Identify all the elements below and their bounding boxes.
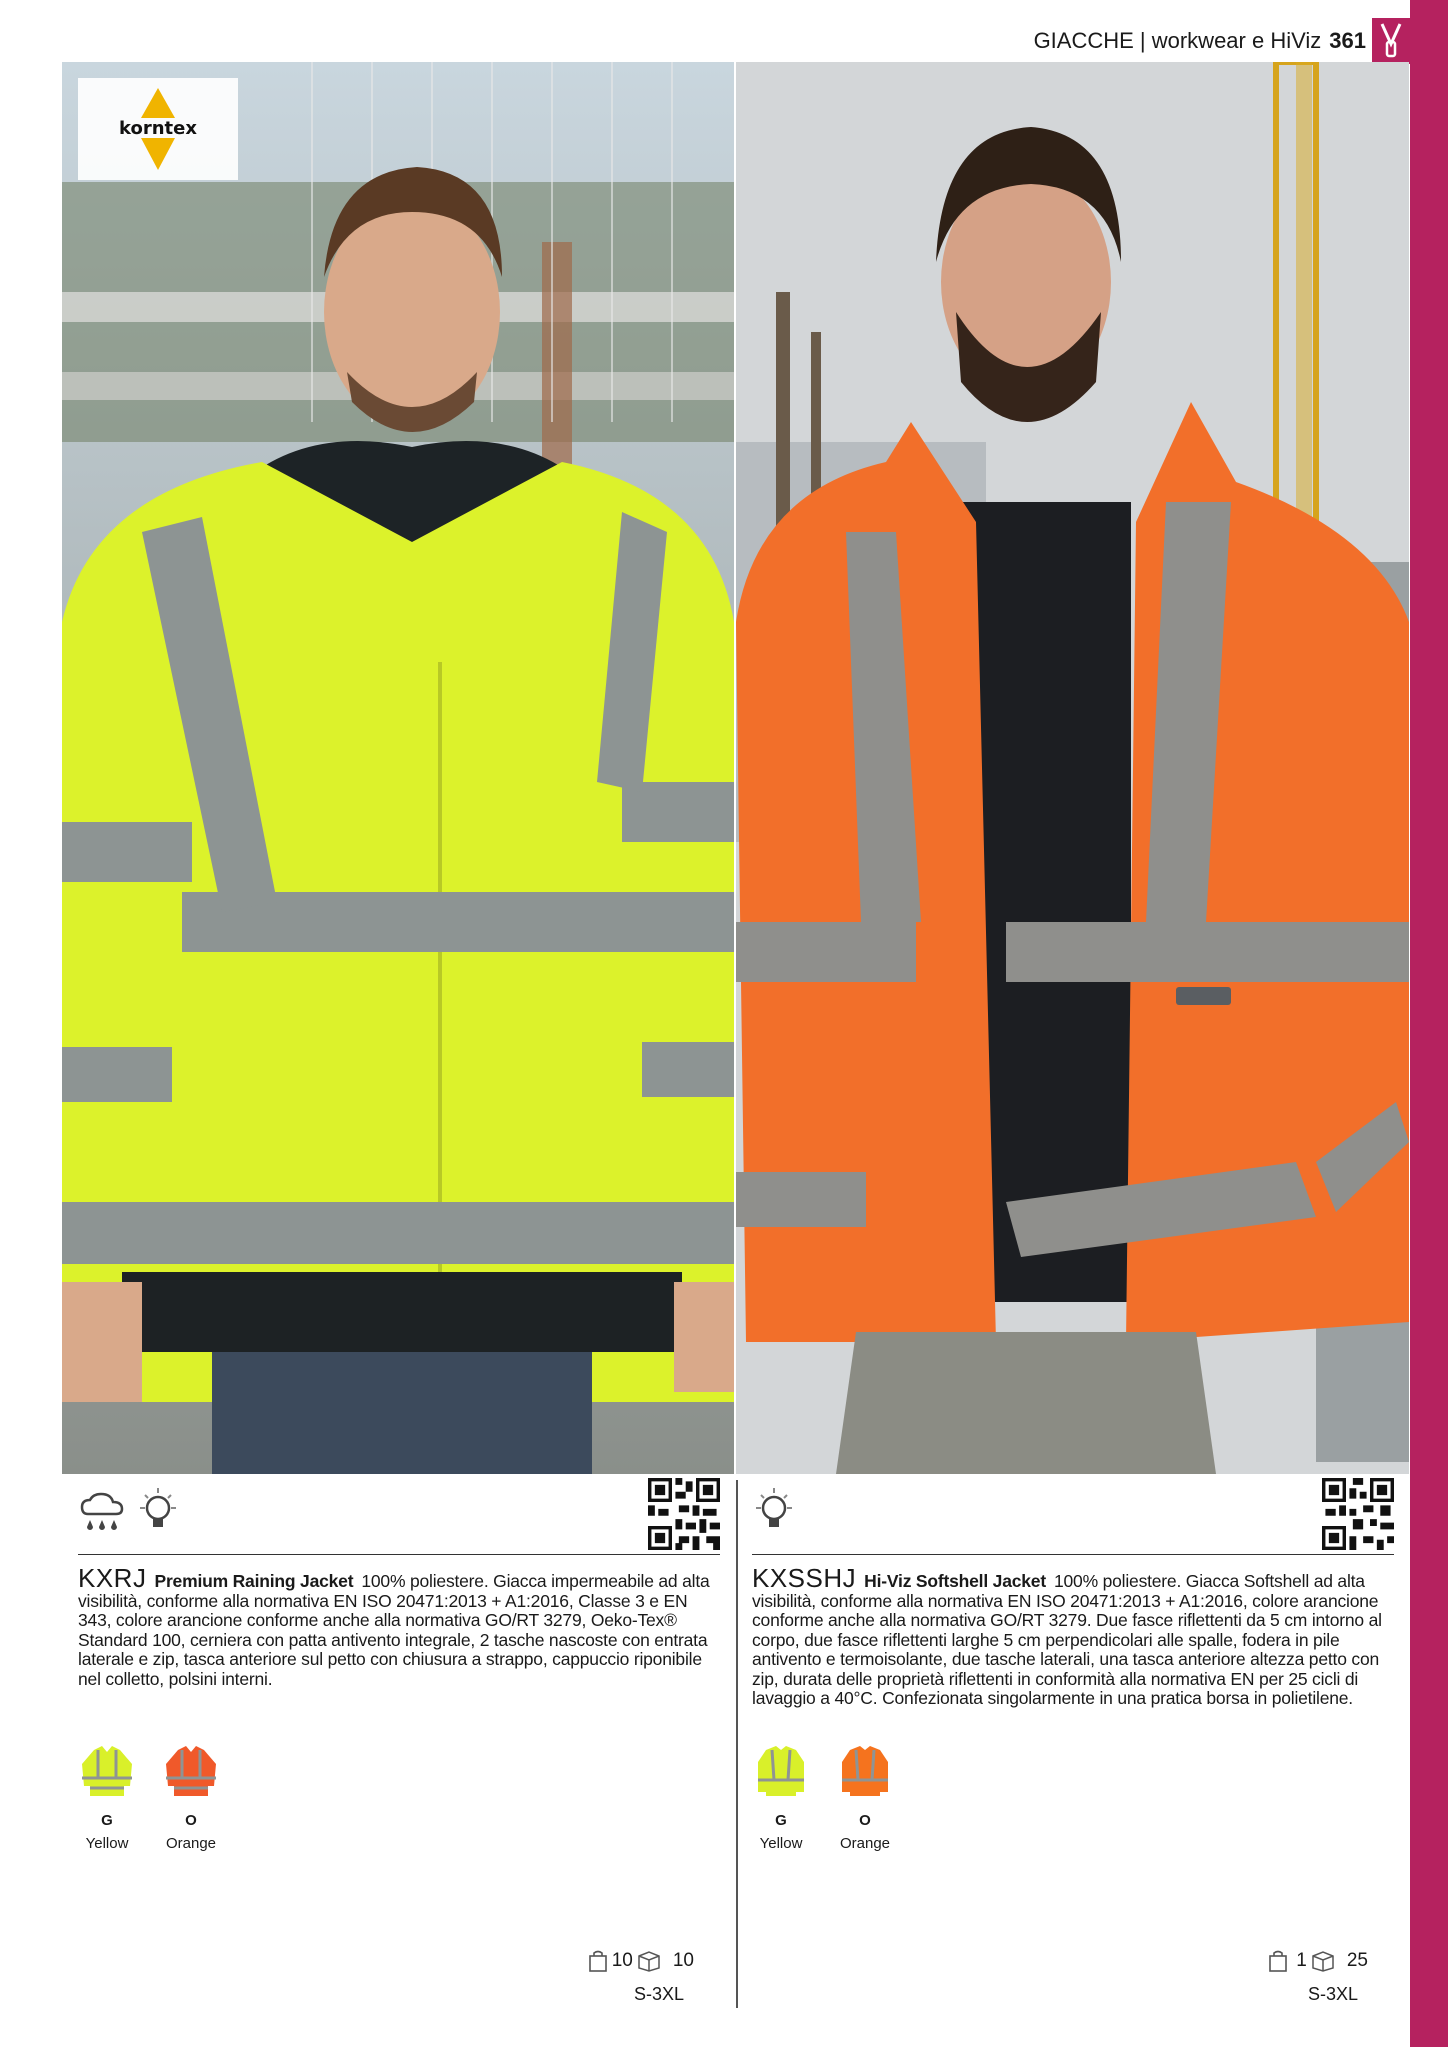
svg-text:korntex: korntex: [119, 118, 197, 139]
product-name: Premium Raining Jacket: [154, 1571, 354, 1591]
color-name: Orange: [165, 1835, 217, 1852]
carton-icon: [1311, 1950, 1335, 1972]
product-description: [752, 1563, 1394, 1709]
product-description: [78, 1563, 720, 1689]
qr-code[interactable]: [1322, 1478, 1394, 1550]
color-code: O: [859, 1812, 871, 1829]
product-text: 100% poliestere. Giacca impermeabile ad alta visibilità, conforme alla normativa EN ISO 20471:2013 + A1:2016, Classe 3 e EN 343, colore arancione conforme anche alla normativa GO/RT 3279, Oeko-Tex® Standard 100, cerniera con patta antivento integrale, 2 tasche nascoste con entrata laterale e zip, tasca anteriore sul petto con chiusura a strappo, cappuccio riponibile nel colletto, polsini interni.: [78, 1571, 710, 1689]
color-code: G: [101, 1812, 113, 1829]
pack-inner-qty: 1: [1296, 1950, 1307, 1971]
size-range: S-3XL: [633, 1984, 684, 2004]
hi-visibility-icon: [136, 1486, 180, 1539]
feature-icons: [78, 1478, 720, 1555]
jacket-swatch-icon: [78, 1742, 136, 1800]
color-name: Yellow: [759, 1835, 803, 1852]
packaging-info: [588, 1950, 694, 1972]
brand-logo: [78, 78, 238, 180]
size-range: S-3XL: [1307, 1984, 1358, 2004]
color-option[interactable]: [752, 1742, 810, 1852]
color-option[interactable]: [836, 1742, 894, 1852]
color-code: O: [185, 1812, 197, 1829]
color-name: Yellow: [85, 1835, 129, 1852]
color-option[interactable]: [162, 1742, 220, 1852]
product-kxsshj: [752, 1478, 1394, 2004]
zipper-icon: [1378, 22, 1404, 60]
pack-carton-qty: 10: [672, 1950, 694, 1971]
bag-icon: [588, 1950, 608, 1972]
section-title: GIACCHE | workwear e HiViz: [1033, 28, 1322, 53]
jacket-swatch-icon: [836, 1742, 894, 1800]
packaging-info: [1268, 1950, 1368, 1972]
product-photo-kxrj: [62, 62, 734, 1474]
pack-carton-qty: 25: [1346, 1950, 1368, 1971]
category-tab: [1372, 18, 1410, 64]
column-divider: [736, 1480, 738, 2008]
product-name: Hi-Viz Softshell Jacket: [864, 1571, 1046, 1591]
product-photo-kxsshj: [736, 62, 1409, 1474]
pack-inner-qty: 10: [611, 1950, 633, 1971]
product-code: KXRJ: [78, 1563, 147, 1593]
feature-icons: [752, 1478, 1394, 1555]
product-kxrj: [78, 1478, 720, 2004]
color-code: G: [775, 1812, 787, 1829]
qr-code[interactable]: [648, 1478, 720, 1550]
color-swatches: [752, 1742, 894, 1852]
rain-icon: [78, 1492, 126, 1539]
hi-visibility-icon: [752, 1486, 796, 1539]
product-code: KXSSHJ: [752, 1563, 857, 1593]
color-swatches: [78, 1742, 220, 1852]
side-color-strip: [1410, 0, 1448, 2047]
carton-icon: [637, 1950, 661, 1972]
jacket-swatch-icon: [162, 1742, 220, 1800]
color-name: Orange: [839, 1835, 891, 1852]
bag-icon: [1268, 1950, 1288, 1972]
jacket-swatch-icon: [752, 1742, 810, 1800]
product-text: 100% poliestere. Giacca Softshell ad alta visibilità, conforme alla normativa EN ISO 20471:2013 + A1:2016, colore arancione conforme anche alla normativa GO/RT 3279. Due fasce riflettenti da 5 cm intorno al corpo, due fasce riflettenti larghe 5 cm perpendicolari alle spalle, fodera in pile antivento e termoisolante, due tasche laterali, una tasca anteriore altezza petto con zip, durata delle proprietà riflettenti in conformità alla normativa EN per 25 cicli di lavaggio a 40°C. Confezionata singolarmente in una pratica borsa in polietilene.: [752, 1571, 1382, 1708]
color-option[interactable]: [78, 1742, 136, 1852]
page-number: 361: [1329, 28, 1366, 53]
page-header: [1034, 28, 1366, 54]
